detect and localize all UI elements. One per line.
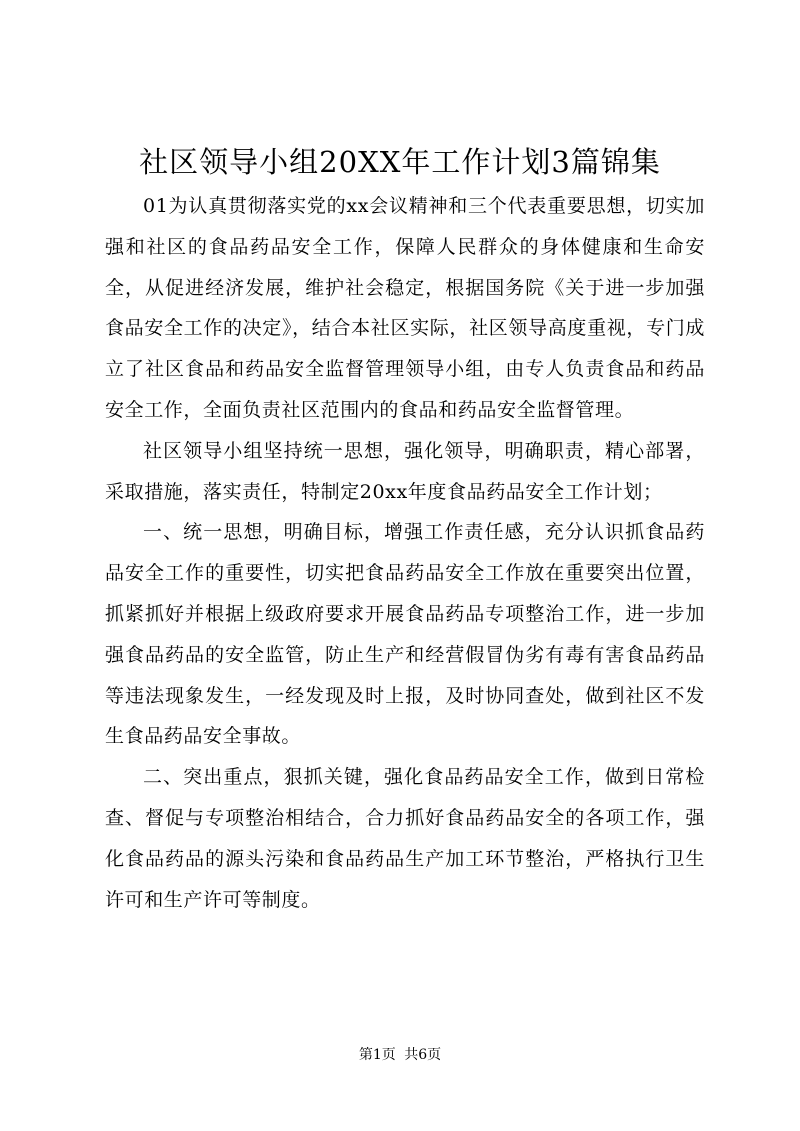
page-total: 共6页 <box>404 1047 442 1063</box>
paragraph-section-1: 一、统一思想，明确目标，增强工作责任感，充分认识抓食品药品安全工作的重要性，切实把食品药品安全工作放在重要突出位置，抓紧抓好并根据上级政府要求开展食品药品专项整治工作，进一步加强食品药品的安全监管，防止生产和经营假冒伪劣有毒有害食品药品等违法现象发生，一经发现及时上报，及时协同查处，做到社区不发生食品药品安全事故。 <box>105 521 705 748</box>
paragraph-summary: 社区领导小组坚持统一思想，强化领导，明确职责，精心部署，采取措施，落实责任，特制定20xx年度食品药品安全工作计划； <box>105 439 705 503</box>
document-title: 社区领导小组20XX年工作计划3篇锦集 <box>139 145 661 179</box>
page-footer <box>0 1045 800 1065</box>
document-body <box>105 186 705 920</box>
page-number: 第1页 <box>358 1047 396 1063</box>
paragraph-intro: 01为认真贯彻落实党的xx会议精神和三个代表重要思想，切实加强和社区的食品药品安全工作，保障人民群众的身体健康和生命安全，从促进经济发展，维护社会稳定，根据国务院《关于进一步加强食品安全工作的决定》，结合本社区实际，社区领导高度重视，专门成立了社区食品和药品安全监督管理领导小组，由专人负责食品和药品安全工作，全面负责社区范围内的食品和药品安全监督管理。 <box>105 195 705 421</box>
paragraph-section-2: 二、突出重点，狠抓关键，强化食品药品安全工作，做到日常检查、督促与专项整治相结合，合力抓好食品药品安全的各项工作，强化食品药品的源头污染和食品药品生产加工环节整治，严格执行卫生许可和生产许可等制度。 <box>105 766 705 911</box>
